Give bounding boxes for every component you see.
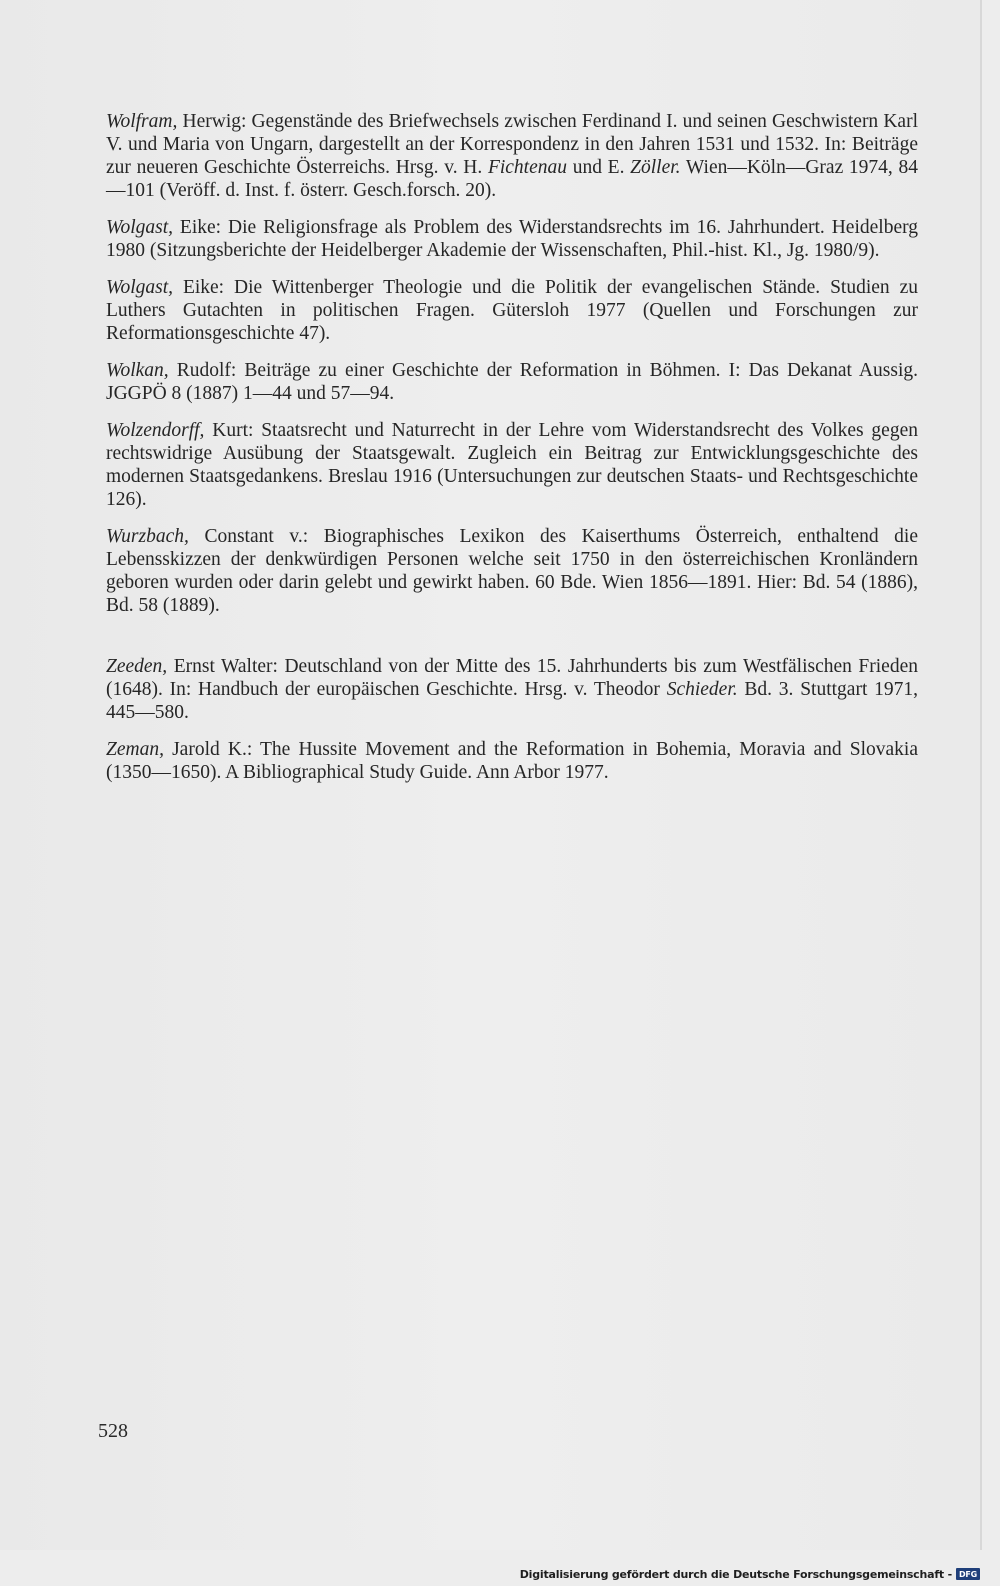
- footer-text: Digitalisierung gefördert durch die Deutsche Forschungsgemeinschaft -: [519, 1567, 952, 1581]
- entry-body: [106, 739, 918, 783]
- entry-author: Zeman,: [106, 739, 164, 760]
- entry-text: Rudolf: Beiträge zu einer Geschichte der Reformation in Böhmen. I: Das Dekanat Aussig. JGGPÖ 8 (1887) 1—44 und 57—94.: [106, 360, 918, 404]
- bibliography-entry: [106, 359, 918, 405]
- bibliography-entry: [106, 525, 918, 617]
- bibliography-entry: [106, 419, 918, 511]
- entry-editor-name: Fichtenau: [487, 157, 567, 178]
- dfg-logo: DFG: [956, 1568, 980, 1580]
- entry-text: Jarold K.: The Hussite Movement and the Reformation in Bohemia, Moravia and Slovakia (1350—1650). A Bibliographical Study Guide. Ann Arbor 1977.: [106, 739, 918, 783]
- entry-body: [106, 526, 918, 616]
- entry-body: [106, 360, 918, 404]
- page-number: 528: [98, 1420, 128, 1442]
- entry-body: [106, 111, 918, 201]
- digitization-footer: [520, 1566, 980, 1582]
- bibliography-list: [106, 110, 918, 798]
- bibliography-entry: [106, 655, 918, 724]
- entry-text: Constant v.: Biographisches Lexikon des Kaiserthums Österreich, enthaltend die Lebensskizzen der denkwürdigen Personen welche seit 1750 in den österreichischen Kronländern geboren wurden oder darin gelebt und gewirkt haben. 60 Bde. Wien 1856—1891. Hier: Bd. 54 (1886), Bd. 58 (1889).: [106, 526, 918, 616]
- entry-text: Eike: Die Wittenberger Theologie und die Politik der evangelischen Stände. Studien zu Luthers Gutachten in politischen Fragen. Gütersloh 1977 (Quellen und Forschungen zur Reformationsgeschichte 47).: [106, 277, 918, 344]
- entry-author: Zeeden,: [106, 656, 168, 677]
- entry-body: [106, 277, 918, 344]
- entry-author: Wolzendorff,: [106, 420, 205, 441]
- entry-author: Wolgast,: [106, 277, 174, 298]
- entry-body: [106, 656, 918, 723]
- entry-text: Ernst Walter: Deutschland von der Mitte des 15. Jahrhunderts bis zum Westfälischen Frieden (1648). In: Handbuch der europäischen Geschichte. Hrsg. v. Theodor: [106, 656, 918, 700]
- entry-text: und E.: [567, 157, 631, 178]
- bibliography-entry: [106, 216, 918, 262]
- entry-text: Herwig: Gegenstände des Briefwechsels zwischen Ferdinand I. und seinen Geschwistern Karl V. und Maria von Ungarn, dargestellt an der Korrespondenz in den Jahren 1531 und 1532. In: Beiträge zur neueren Geschichte Österreichs. Hrsg. v. H.: [106, 111, 918, 178]
- bibliography-entry: [106, 110, 918, 202]
- entry-author: Wolfram,: [106, 111, 178, 132]
- entry-text: Kurt: Staatsrecht und Naturrecht in der Lehre vom Widerstandsrecht des Volkes gegen rechtswidrige Ausübung der Staatsgewalt. Zugleich ein Beitrag zur Entwicklungsgeschichte des modernen Staatsgedankens. Breslau 1916 (Untersuchungen zur deutschen Staats- und Rechtsgeschichte 126).: [106, 420, 918, 510]
- entry-author: Wolgast,: [106, 217, 174, 238]
- entry-editor-name: Zöller.: [630, 157, 681, 178]
- entry-text: Eike: Die Religionsfrage als Problem des Widerstandsrechts im 16. Jahrhundert. Heidelberg 1980 (Sitzungsberichte der Heidelberger Akademie der Wissenschaften, Phil.-hist. Kl., Jg. 1980/9).: [106, 217, 918, 261]
- entry-author: Wolkan,: [106, 360, 169, 381]
- bibliography-entry: [106, 276, 918, 345]
- entry-body: [106, 217, 918, 261]
- entry-text: Wien—Köln—Graz 1974, 84—101 (Veröff. d. Inst. f. österr. Gesch.forsch. 20).: [106, 157, 919, 201]
- entry-editor-name: Schieder.: [666, 679, 738, 700]
- entry-text: Bd. 3. Stuttgart 1971, 445—580.: [106, 679, 919, 723]
- entry-body: [106, 420, 918, 510]
- entry-author: Wurzbach,: [106, 526, 189, 547]
- bibliography-entry: [106, 738, 918, 784]
